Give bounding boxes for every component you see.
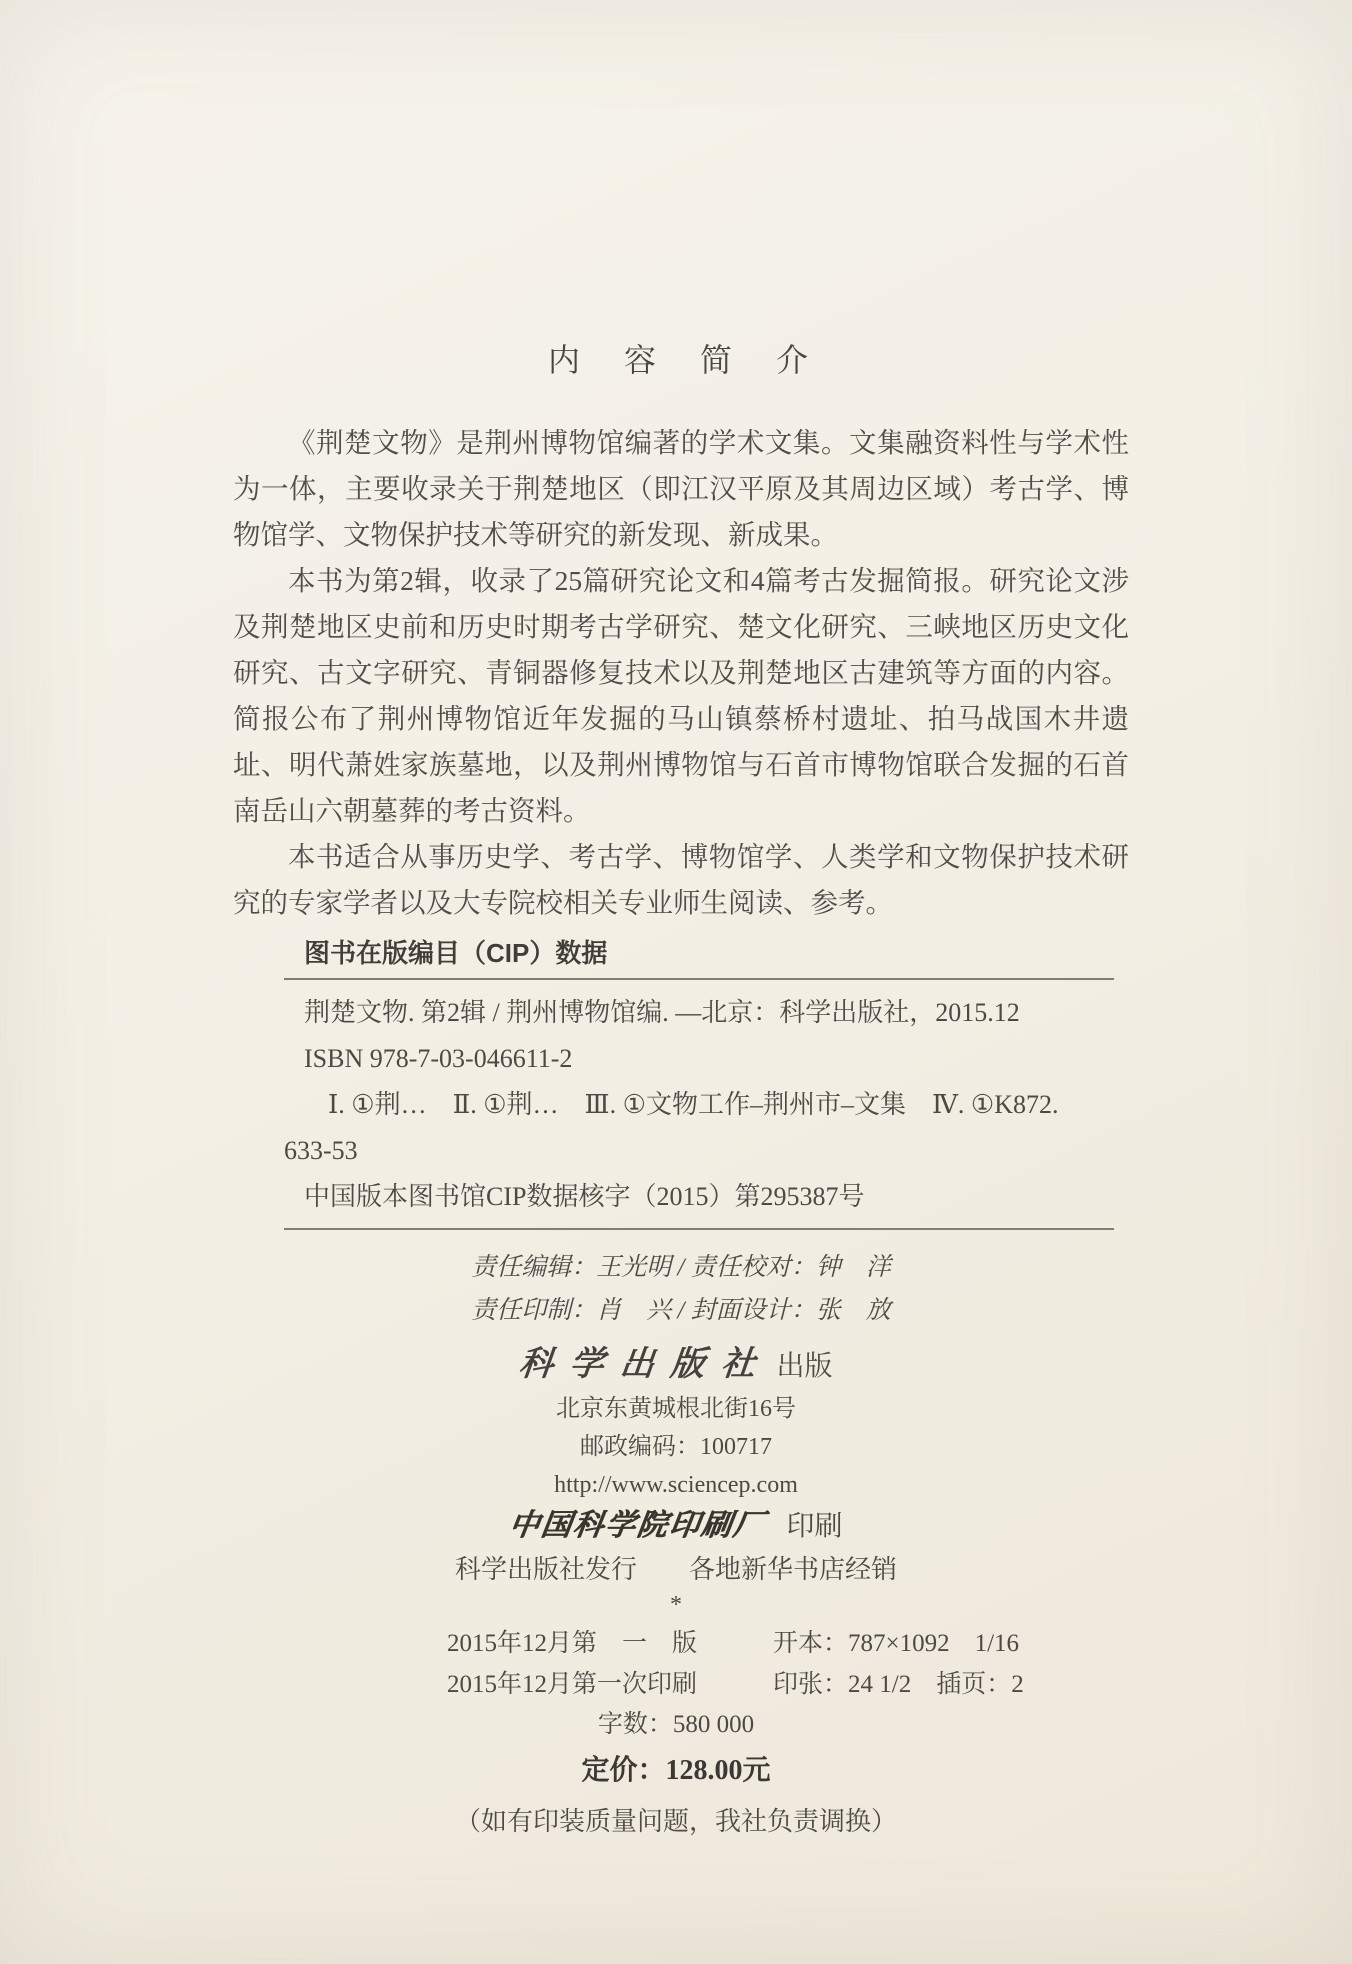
publisher-url: http://www.sciencep.com <box>554 1472 798 1498</box>
imprint-block <box>0 1342 1352 1619</box>
publisher-line <box>0 1342 1352 1390</box>
staff-credits <box>233 1246 1129 1332</box>
edition-format: 开本：787×1092 1/16 <box>773 1630 1020 1657</box>
printer-line <box>0 1504 1352 1549</box>
printer-role-label: 印刷 <box>786 1511 843 1542</box>
cip-lines <box>284 990 1114 1220</box>
edition-printing: 2015年12月第一次印刷 <box>447 1671 698 1698</box>
printer-logotype: 中国科学院印刷厂 <box>507 1509 768 1542</box>
cip-bottom-rule <box>284 1228 1114 1230</box>
publisher-postcode: 邮政编码：100717 <box>580 1434 772 1460</box>
cip-registry-number: 中国版本图书馆CIP数据核字（2015）第295387号 <box>304 1182 865 1211</box>
distribution-line: 科学出版社发行 各地新华书店经销 <box>454 1555 897 1584</box>
content-summary <box>233 420 1129 926</box>
cip-classification-continued: 633-53 <box>284 1136 358 1165</box>
price-line <box>0 1747 1352 1794</box>
summary-paragraph-3: 本书适合从事历史学、考古学、博物馆学、人类学和文物保护技术研究的专家学者以及大专院校相关专业师生阅读、参考。 <box>233 841 1129 918</box>
page-title: 内 容 简 介 <box>547 342 814 378</box>
cip-top-rule <box>284 978 1114 980</box>
publisher-address: 北京东黄城根北街16号 <box>556 1396 796 1422</box>
divider-asterisk: * <box>670 1592 682 1618</box>
cip-classification: Ⅰ. ①荆… Ⅱ. ①荆… Ⅲ. ①文物工作–荆州市–文集 Ⅳ. ①K872. <box>328 1090 1059 1119</box>
cip-title-line: 荆楚文物. 第2辑 / 荆州博物馆编. —北京：科学出版社，2015.12 <box>304 998 1020 1027</box>
edition-sheets: 印张：24 1/2 插页：2 <box>773 1671 1024 1698</box>
reprint-notice: （如有印装质量问题，我社负责调换） <box>454 1807 897 1836</box>
price-value: 128.00元 <box>665 1755 771 1786</box>
word-count: 字数：580 000 <box>597 1711 755 1738</box>
staff-line-editors: 责任编辑：王光明 / 责任校对：钟 洋 <box>471 1254 891 1281</box>
edition-details <box>447 1623 1352 1705</box>
publisher-logotype: 科 学 出 版 社 <box>517 1346 762 1383</box>
summary-paragraph-1: 《荆楚文物》是荆州博物馆编著的学术文集。文集融资料性与学术性为一体，主要收录关于荆楚地区（即江汉平原及其周边区域）考古学、博物馆学、文物保护技术等研究的新发现、新成果。 <box>233 427 1129 550</box>
publisher-role-label: 出版 <box>776 1351 833 1382</box>
edition-version: 2015年12月第 一 版 <box>447 1630 698 1657</box>
summary-paragraph-2: 本书为第2辑，收录了25篇研究论文和4篇考古发掘简报。研究论文涉及荆楚地区史前和历史时期考古学研究、楚文化研究、三峡地区历史文化研究、古文字研究、青铜器修复技术以及荆楚地区古建筑等方面的内容。简报公布了荆州博物馆近年发掘的马山镇蔡桥村遗址、拍马战国木井遗址、明代萧姓家族墓地，以及荆州博物馆与石首市博物馆联合发掘的石首南岳山六朝墓葬的考古资料。 <box>233 565 1129 826</box>
cip-isbn: ISBN 978-7-03-046611-2 <box>304 1044 573 1073</box>
cip-data-block <box>284 936 1114 1230</box>
staff-line-design: 责任印制：肖 兴 / 封面设计：张 放 <box>471 1297 891 1324</box>
cip-header: 图书在版编目（CIP）数据 <box>304 938 608 968</box>
price-label: 定价： <box>581 1754 666 1785</box>
